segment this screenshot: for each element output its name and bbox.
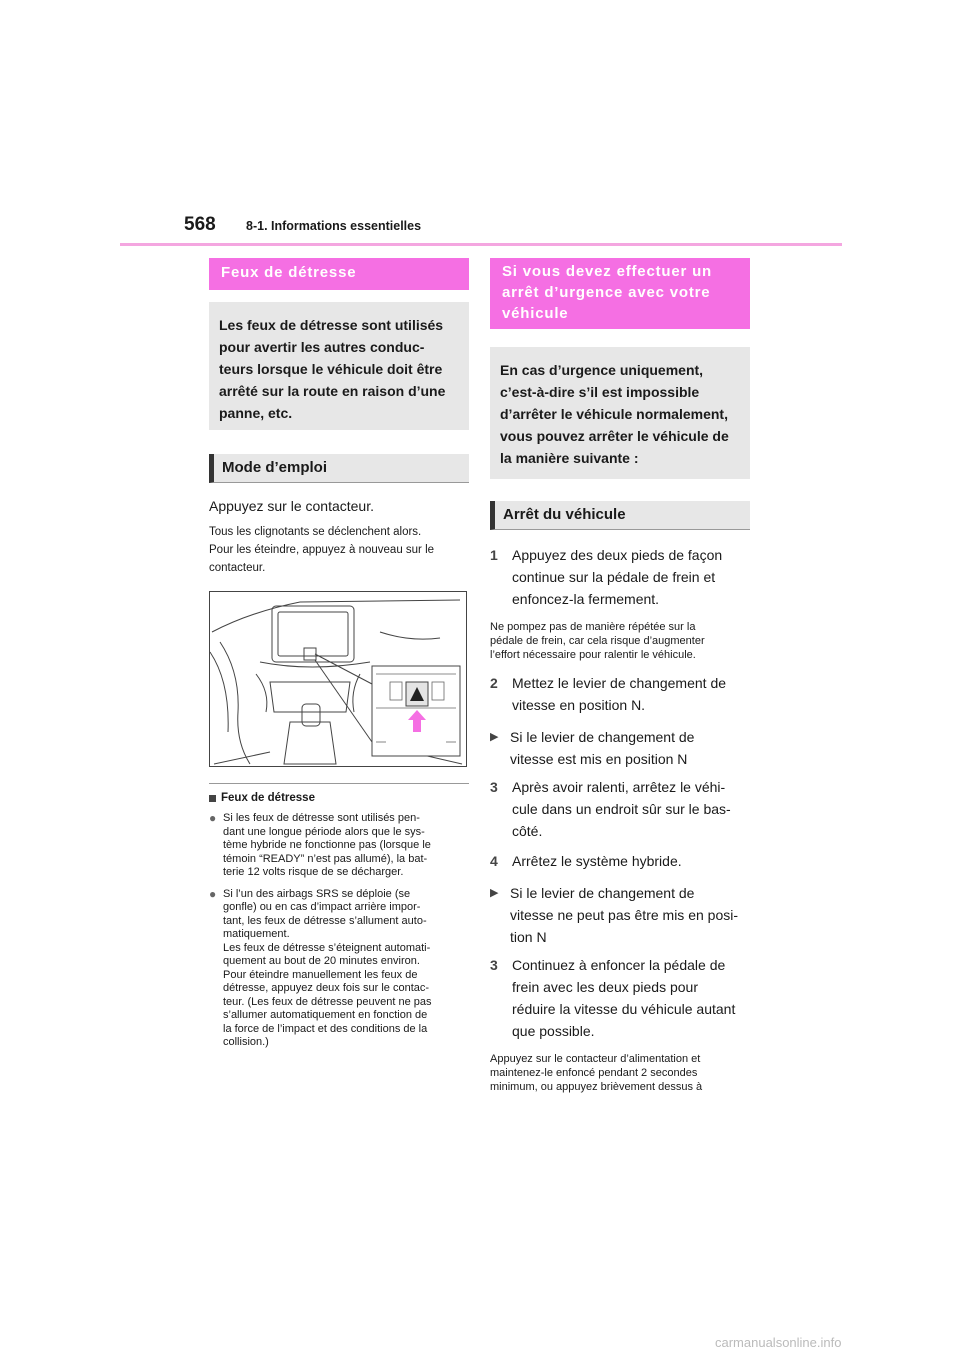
left-column bbox=[209, 258, 469, 1050]
step-line: cule dans un endroit sûr sur le bas- bbox=[512, 801, 731, 817]
step-line: que possible. bbox=[512, 1023, 595, 1039]
subsection-title-stop: Arrêt du véhicule bbox=[490, 501, 750, 530]
square-bullet-icon bbox=[209, 795, 216, 802]
note-line: Ne pompez pas de manière répétée sur la bbox=[490, 621, 696, 633]
hazard-intro-box bbox=[209, 302, 469, 430]
intro-line: arrêté sur la route en raison d’une bbox=[219, 383, 446, 399]
detail-line: Pour les éteindre, appuyez à nouveau sur le bbox=[209, 544, 435, 556]
intro-line: panne, etc. bbox=[219, 405, 293, 421]
detail-line: contacteur. bbox=[209, 562, 266, 574]
header-rule bbox=[120, 243, 842, 246]
intro-line: En cas d’urgence uniquement, bbox=[500, 362, 704, 378]
bullet-line: s’allumer automatiquement en fonction de bbox=[223, 1009, 428, 1021]
bullet-line: témoin “READY” n’est pas allumé), la bat- bbox=[223, 852, 428, 865]
step-number: 3 bbox=[490, 957, 498, 973]
bullet-line: collision.) bbox=[223, 1036, 269, 1048]
step-line: frein avec les deux pieds pour bbox=[512, 979, 698, 995]
subsection-title-mode: Mode d’emploi bbox=[209, 454, 469, 483]
section-title-hazard: Feux de détresse bbox=[209, 258, 469, 290]
dashboard-illustration bbox=[209, 591, 467, 767]
note-title bbox=[209, 792, 469, 804]
bullet-line: Les feux de détresse s’éteignent automati- bbox=[223, 941, 431, 954]
watermark: carmanualsonline.info bbox=[715, 1335, 842, 1350]
intro-line: pour avertir les autres conduc- bbox=[219, 339, 425, 355]
step bbox=[490, 776, 750, 842]
condition-line: vitesse ne peut pas être mis en posi- bbox=[510, 907, 739, 923]
step-line: Appuyez des deux pieds de façon bbox=[512, 547, 723, 563]
intro-line: la manière suivante : bbox=[500, 450, 639, 466]
condition bbox=[490, 726, 750, 770]
note-line: pédale de frein, car cela risque d’augmenter bbox=[490, 635, 705, 647]
section-title-line: Si vous devez effectuer un bbox=[502, 263, 713, 280]
section-title-line: arrêt d’urgence avec votre bbox=[502, 284, 711, 301]
note-title-text: Feux de détresse bbox=[221, 792, 315, 804]
note-line: Appuyez sur le contacteur d’alimentation et bbox=[490, 1053, 701, 1065]
note-line: l’effort nécessaire pour ralentir le véhicule. bbox=[490, 649, 696, 661]
note-bullet bbox=[209, 812, 469, 880]
step-note bbox=[490, 1052, 750, 1094]
bullet-line: détresse, appuyez deux fois sur le contac- bbox=[223, 982, 430, 994]
bullet-line: gonfle) ou en cas d’impact arrière impor- bbox=[223, 901, 421, 913]
step-number: 2 bbox=[490, 675, 498, 691]
intro-line: vous pouvez arrêter le véhicule de bbox=[500, 428, 729, 444]
detail-line: Tous les clignotants se déclenchent alors. bbox=[209, 526, 422, 538]
note-line: maintenez-le enfoncé pendant 2 secondes bbox=[490, 1067, 698, 1079]
triangle-right-icon: ▶ bbox=[490, 887, 499, 899]
intro-line: Les feux de détresse sont utilisés bbox=[219, 317, 444, 333]
step bbox=[490, 954, 750, 1042]
bullet-line: teur. (Les feux de détresse peuvent ne pas bbox=[223, 995, 432, 1008]
condition-line: Si le levier de changement de bbox=[510, 885, 695, 901]
step-line: enfoncez-la fermement. bbox=[512, 591, 660, 607]
bullet-line: Si l’un des airbags SRS se déploie (se bbox=[223, 887, 411, 900]
step-line: vitesse en position N. bbox=[512, 697, 646, 713]
bullet-line: terie 12 volts risque de se décharger. bbox=[223, 866, 404, 878]
step-line: côté. bbox=[512, 823, 543, 839]
note-rule bbox=[209, 783, 469, 784]
step bbox=[490, 544, 750, 610]
bullet-line: Pour éteindre manuellement les feux de bbox=[223, 968, 418, 981]
note-bullet bbox=[209, 888, 469, 1050]
bullet-line: quement au bout de 20 minutes environ. bbox=[223, 955, 420, 967]
step-line: Continuez à enfoncer la pédale de bbox=[512, 957, 726, 973]
note-line: minimum, ou appuyez brièvement dessus à bbox=[490, 1081, 703, 1093]
bullet-line: tant, les feux de détresse s’allument auto- bbox=[223, 914, 427, 927]
step-line: Mettez le levier de changement de bbox=[512, 675, 727, 691]
right-column bbox=[490, 258, 750, 1094]
condition bbox=[490, 882, 750, 948]
section-title-line: véhicule bbox=[502, 305, 569, 322]
step-number: 3 bbox=[490, 779, 498, 795]
step-note bbox=[490, 620, 750, 662]
intro-line: c’est-à-dire s’il est impossible bbox=[500, 384, 700, 400]
step bbox=[490, 850, 750, 872]
instruction-detail bbox=[209, 523, 469, 577]
circle-bullet-icon: ● bbox=[209, 886, 217, 901]
bullet-line: matiquement. bbox=[223, 928, 290, 940]
dashboard-drawing bbox=[210, 592, 466, 766]
bullet-line: la force de l’impact et des conditions de la bbox=[223, 1022, 428, 1035]
intro-line: d’arrêter le véhicule normalement, bbox=[500, 406, 728, 422]
condition-line: Si le levier de changement de bbox=[510, 729, 695, 745]
step-line: continue sur la pédale de frein et bbox=[512, 569, 716, 585]
bullet-line: Si les feux de détresse sont utilisés pen- bbox=[223, 812, 420, 824]
bullet-line: dant une longue période alors que le sys- bbox=[223, 825, 425, 838]
intro-line: teurs lorsque le véhicule doit être bbox=[219, 361, 443, 377]
circle-bullet-icon: ● bbox=[209, 811, 217, 825]
step-number: 1 bbox=[490, 547, 498, 563]
step-number: 4 bbox=[490, 853, 498, 869]
chapter-title: 8-1. Informations essentielles bbox=[246, 219, 422, 233]
triangle-right-icon: ▶ bbox=[490, 731, 499, 743]
step bbox=[490, 672, 750, 716]
page-number: 568 bbox=[184, 214, 216, 235]
step-line: réduire la vitesse du véhicule autant bbox=[512, 1001, 736, 1017]
condition-line: vitesse est mis en position N bbox=[510, 751, 688, 767]
condition-line: tion N bbox=[510, 929, 547, 945]
emergency-intro-box bbox=[490, 347, 750, 479]
step-line: Arrêtez le système hybride. bbox=[512, 853, 682, 869]
section-title-emergency-stop bbox=[490, 258, 750, 329]
bullet-line: tème hybride ne fonctionne pas (lorsque le bbox=[223, 839, 431, 851]
step-line: Après avoir ralenti, arrêtez le véhi- bbox=[512, 779, 726, 795]
instruction: Appuyez sur le contacteur. bbox=[209, 498, 374, 514]
